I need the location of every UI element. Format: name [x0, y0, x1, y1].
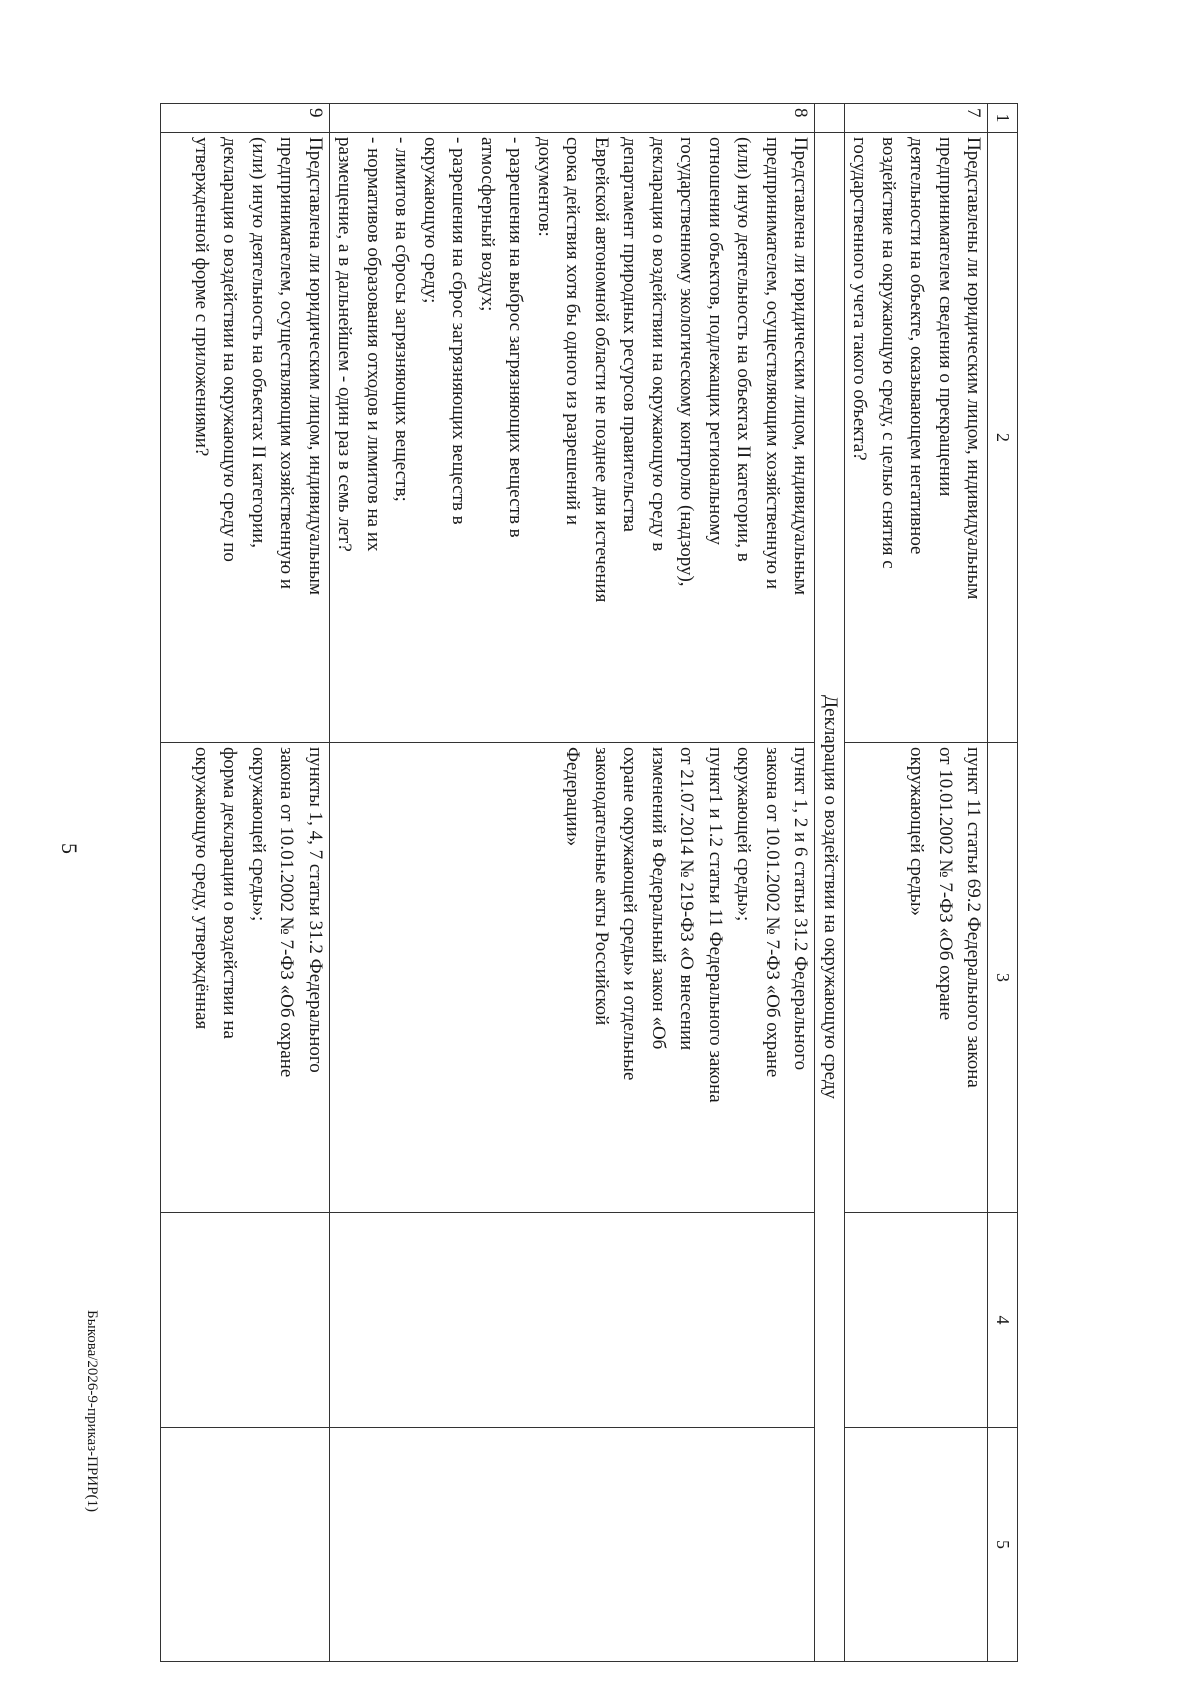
table-row — [330, 104, 816, 1662]
checklist-table — [160, 103, 1018, 1662]
question-line: предпринимателем сведения о прекращении — [935, 137, 956, 497]
document-footer: Быкова/2026-9-приказ-ПРИР(1) — [84, 1310, 100, 1512]
question-line: срока действия хотя бы одного из разрешений и — [562, 137, 584, 526]
question-line: (или) иную деятельность на объектах II категории, — [248, 137, 269, 548]
basis-line: от 10.01.2002 № 7-ФЗ «Об охране — [935, 747, 956, 1021]
question-cell — [845, 133, 989, 743]
note-cell — [845, 1428, 989, 1662]
basis-line: законодательные акты Российской — [591, 747, 612, 1026]
header-col-3: 3 — [988, 743, 1018, 1213]
header-col-2: 2 — [988, 133, 1018, 743]
question-line: - разрешения на сброс загрязняющих веществ в — [448, 137, 470, 525]
page-number: 5 — [57, 843, 82, 854]
question-line: государственному экологическому контролю (надзору), — [676, 137, 698, 587]
legal-basis-cell — [161, 743, 330, 1213]
header-col-4: 4 — [988, 1213, 1018, 1428]
header-col-1: 1 — [988, 104, 1018, 133]
basis-line: охране окружающей среды» и отдельные — [619, 747, 641, 1081]
row-number: 7 — [845, 104, 989, 133]
question-line: воздействие на окружающую среду, с целью снятия с — [878, 137, 899, 569]
legal-basis-cell — [845, 743, 989, 1213]
question-line: - нормативов образования отходов и лимитов на их — [363, 137, 384, 552]
table-header-row — [988, 104, 1018, 1662]
question-line: - лимитов на сбросы загрязняющих веществ; — [391, 137, 413, 502]
question-line: атмосферный воздух; — [477, 137, 498, 312]
basis-line: закона от 10.01.2002 № 7-ФЗ «Об охране — [276, 747, 298, 1078]
basis-line: закона от 10.01.2002 № 7-ФЗ «Об охране — [762, 747, 783, 1078]
question-line: декларация о воздействии на окружающую среду в — [648, 137, 669, 552]
question-line: государственного учета такого объекта? — [849, 137, 871, 461]
basis-line: Федерации» — [562, 747, 584, 847]
note-cell — [330, 1428, 816, 1662]
answer-cell — [845, 1213, 989, 1428]
question-line: декларация о воздействии на окружающую среду по — [219, 137, 241, 562]
table-row — [161, 104, 330, 1662]
table-row — [845, 104, 989, 1662]
question-line: утвержденной форме с приложениями? — [191, 137, 212, 457]
basis-line: пункт 1, 2 и 6 статьи 31.2 Федерального — [790, 747, 812, 1071]
question-line: предпринимателем, осуществляющим хозяйственную и — [276, 137, 298, 590]
section-row — [815, 104, 845, 1662]
question-line: предпринимателем, осуществляющим хозяйственную и — [762, 137, 783, 590]
question-line: размещение, а в дальнейшем - один раз в семь лет? — [334, 137, 356, 552]
basis-line: форма декларации о воздействии на — [219, 747, 241, 1039]
basis-line: пункты 1, 4, 7 статьи 31.2 Федерального — [305, 747, 326, 1073]
basis-line: окружающей среды»; — [733, 747, 755, 922]
question-line: Представлены ли юридическим лицом, индивидуальным — [963, 137, 985, 600]
section-title: Декларация о воздействии на окружающую среду — [815, 133, 845, 1662]
question-line: департамент природных ресурсов правительства — [619, 137, 641, 532]
question-line: - разрешения на выброс загрязняющих веществ в — [505, 137, 527, 538]
basis-line: изменений в Федеральный закон «Об — [648, 747, 669, 1050]
basis-line: от 21.07.2014 № 219-ФЗ «О внесении — [676, 747, 698, 1051]
basis-line: окружающую среду, утверждённая — [191, 747, 212, 1030]
question-line: деятельности на объекте, оказывающем негативное — [906, 137, 928, 555]
row-number: 8 — [330, 104, 816, 133]
header-col-5: 5 — [988, 1428, 1018, 1662]
note-cell — [161, 1428, 330, 1662]
basis-line: пункт 11 статьи 69.2 Федерального закона — [963, 747, 985, 1088]
question-line: Еврейской автономной области не позднее дня истечения — [591, 137, 612, 603]
basis-line: окружающей среды»; — [248, 747, 269, 922]
question-line: (или) иную деятельность на объектах II категории, в — [733, 137, 755, 562]
question-line: окружающую среду; — [420, 137, 441, 304]
basis-line: пункт1 и 1.2 статьи 11 Федерального закона — [705, 747, 726, 1103]
question-cell — [330, 133, 816, 743]
row-number: 9 — [161, 104, 330, 133]
answer-cell — [161, 1213, 330, 1428]
question-line: документов: — [534, 137, 555, 237]
question-cell — [161, 133, 330, 743]
question-line: отношении объектов, подлежащих региональному — [705, 137, 726, 545]
question-line: Представлена ли юридическим лицом, индивидуальным — [790, 137, 812, 596]
question-line: Представлена ли юридическим лицом, индивидуальным — [305, 137, 326, 596]
legal-basis-cell — [330, 743, 816, 1213]
answer-cell — [330, 1213, 816, 1428]
section-spacer — [815, 104, 845, 133]
basis-line: окружающей среды» — [906, 747, 928, 917]
